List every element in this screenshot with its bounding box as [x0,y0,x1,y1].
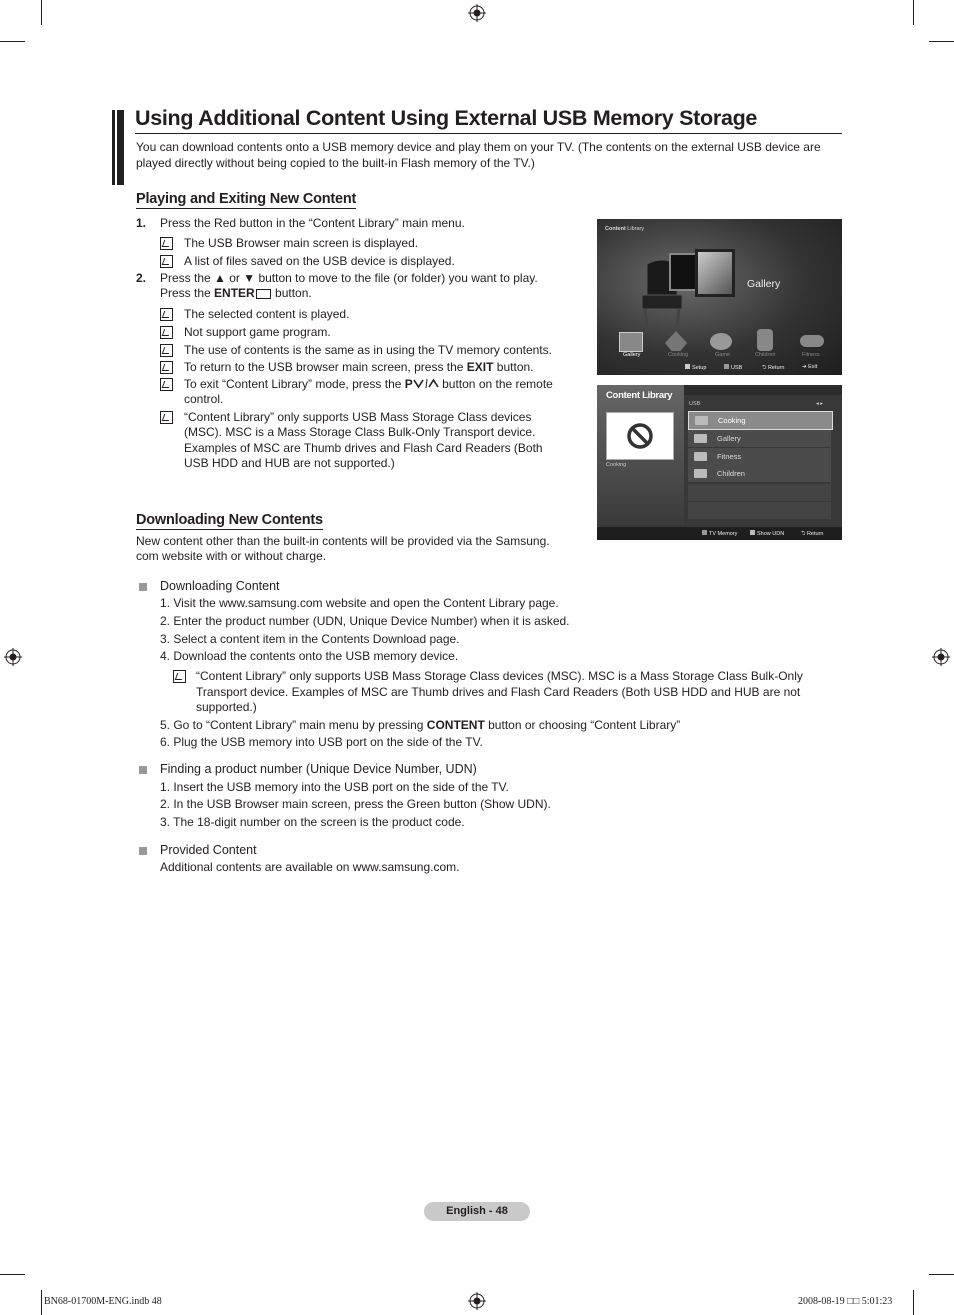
list-item: 6. Plug the USB memory into USB port on the side of the TV. [160,735,483,749]
folder-icon [694,452,707,461]
icon-label: Children [755,352,776,358]
fitness-icon [800,335,824,347]
crop-mark [41,0,42,25]
note-text: Examples of MSC are Thumb drives and Flash Card Readers (Both [184,441,543,455]
channel-up-down-icon [413,378,439,389]
step-text: Press the ENTER button. [160,286,312,300]
show-udn-hint: Show UDN [750,530,784,537]
gallery-icon [619,332,643,352]
list-item[interactable]: Gallery [688,430,831,447]
note-text: The USB Browser main screen is displayed. [184,236,419,250]
list-item: 4. Download the contents onto the USB memory device. [160,649,459,663]
section-intro: New content other than the built-in contents will be provided via the Samsung. [136,534,550,548]
note-text: (MSC). MSC is a Mass Storage Class Bulk-Only Transport device. [184,425,536,439]
note-text: A list of files saved on the USB device is displayed. [184,254,455,268]
note-text: supported.) [196,700,257,714]
enter-icon [256,289,271,299]
usb-browser-screenshot [597,385,842,540]
bullet-label: Provided Content [160,843,257,857]
screen-header: Content Library [605,226,645,232]
print-date-info: 2008-08-19 □□ 5:01:23 [798,1296,893,1307]
note-text: control. [184,392,224,406]
list-item[interactable]: Cooking [688,411,833,430]
step-number: 1. [136,216,147,230]
game-icon [710,333,732,350]
intro-line: You can download contents onto a USB memory device and play them on your TV. (The contents on the external USB device are [136,140,821,154]
note-icon [160,411,173,424]
list-item: 2. Enter the product number (UDN, Unique Device Number) when it is asked. [160,614,570,628]
no-preview-icon [607,413,673,459]
note-icon [160,378,173,391]
bullet-square [139,847,147,855]
note-icon [173,670,186,683]
title-rule [135,133,842,134]
note-text: Not support game program. [184,325,331,339]
preview-label: Cooking [606,462,627,468]
note-icon [160,255,173,268]
list-item: 5. Go to “Content Library” main menu by pressing CONTENT button or choosing “Content Library” [160,718,681,732]
picture-frame [695,249,735,297]
content-library-main-screenshot [597,219,842,375]
crop-mark [0,41,25,42]
list-item: 1. Visit the www.samsung.com website and open the Content Library page. [160,596,559,610]
registration-mark-icon [468,4,486,22]
provided-text: Additional contents are available on www.samsung.com. [160,860,460,874]
section-heading: Playing and Exiting New Content [136,191,357,207]
usb-hint: USB [724,364,742,371]
preview-thumbnail [606,412,674,460]
title-bar-decoration [112,110,115,185]
icon-label: Fitness [802,352,820,358]
category-title: Gallery [747,278,781,290]
enter-key-label: ENTER [214,286,255,300]
icon-label: Gallery [623,352,641,358]
icon-label: Game [715,352,730,358]
folder-icon [694,469,707,478]
screen-title: Content Library [606,390,673,401]
bullet-label: Finding a product number (Unique Device Number, UDN) [160,762,477,776]
page-title: Using Additional Content Using External USB Memory Storage [135,106,758,130]
note-text: To return to the USB browser main screen, press the EXIT button. [184,360,534,374]
note-icon [160,326,173,339]
step-text: Press the ▲ or ▼ button to move to the file (or folder) you want to play. [160,271,538,285]
note-text: The selected content is played. [184,307,350,321]
bullet-label: Downloading Content [160,579,280,593]
intro-line: played directly without being copied to the built-in Flash memory of the TV.) [136,156,535,170]
step-text: Press the Red button in the “Content Library” main menu. [160,216,465,230]
usb-label: USB [689,401,701,407]
registration-mark-icon [468,1292,486,1310]
crop-mark [41,1290,42,1315]
bullet-square [139,766,147,774]
note-icon [160,308,173,321]
setup-hint: Setup [685,364,706,371]
note-text: To exit “Content Library” mode, press the P button on the remote [184,377,553,391]
note-icon [160,361,173,374]
note-text: Transport device. Examples of MSC are Thumb drives and Flash Card Readers (Both USB HDD and HUB are not [196,685,801,699]
crop-mark [913,0,914,25]
section-heading: Downloading New Contents [136,512,323,528]
page-number-label: English - 48 [424,1202,530,1221]
list-item: 3. The 18-digit number on the screen is the product code. [160,815,465,829]
crop-mark [929,41,954,42]
return-hint: ⮌ Return [801,531,824,537]
list-item-empty [688,484,831,501]
crop-mark [929,1274,954,1275]
cooking-icon [665,331,687,351]
page-arrows: ◂ ▸ [816,401,824,407]
bullet-square [139,583,147,591]
crop-mark [913,1290,914,1315]
title-bar-decoration [117,110,124,185]
list-item: 2. In the USB Browser main screen, press the Green button (Show UDN). [160,797,551,811]
note-text: “Content Library” only supports USB Mass Storage Class devices (MSC). MSC is a Mass Storage Class Bulk-Only [196,669,803,683]
note-text: “Content Library” only supports USB Mass Storage Class devices [184,410,532,424]
list-item[interactable]: Fitness [688,448,831,465]
folder-icon [694,434,707,443]
note-text: USB HDD and HUB are not supported.) [184,456,395,470]
icon-label: Cooking [668,352,689,358]
children-icon [757,329,773,351]
list-item-empty [688,502,831,519]
tv-memory-hint: TV Memory [702,530,737,537]
print-file-info: BN68-01700M-ENG.indb 48 [44,1296,162,1307]
registration-mark-icon [4,648,22,666]
note-icon [160,237,173,250]
note-text: The use of contents is the same as in using the TV memory contents. [184,343,552,357]
registration-mark-icon [932,648,950,666]
folder-icon [695,416,708,425]
exit-hint: ➜ Exit [802,364,818,370]
crop-mark [0,1274,25,1275]
list-item[interactable]: Children [688,465,831,482]
section-intro: com website with or without charge. [136,549,327,563]
note-icon [160,344,173,357]
list-item: 3. Select a content item in the Contents Download page. [160,632,460,646]
step-number: 2. [136,271,147,285]
list-item: 1. Insert the USB memory into the USB port on the side of the TV. [160,780,509,794]
return-hint: ⮌ Return [762,365,785,371]
